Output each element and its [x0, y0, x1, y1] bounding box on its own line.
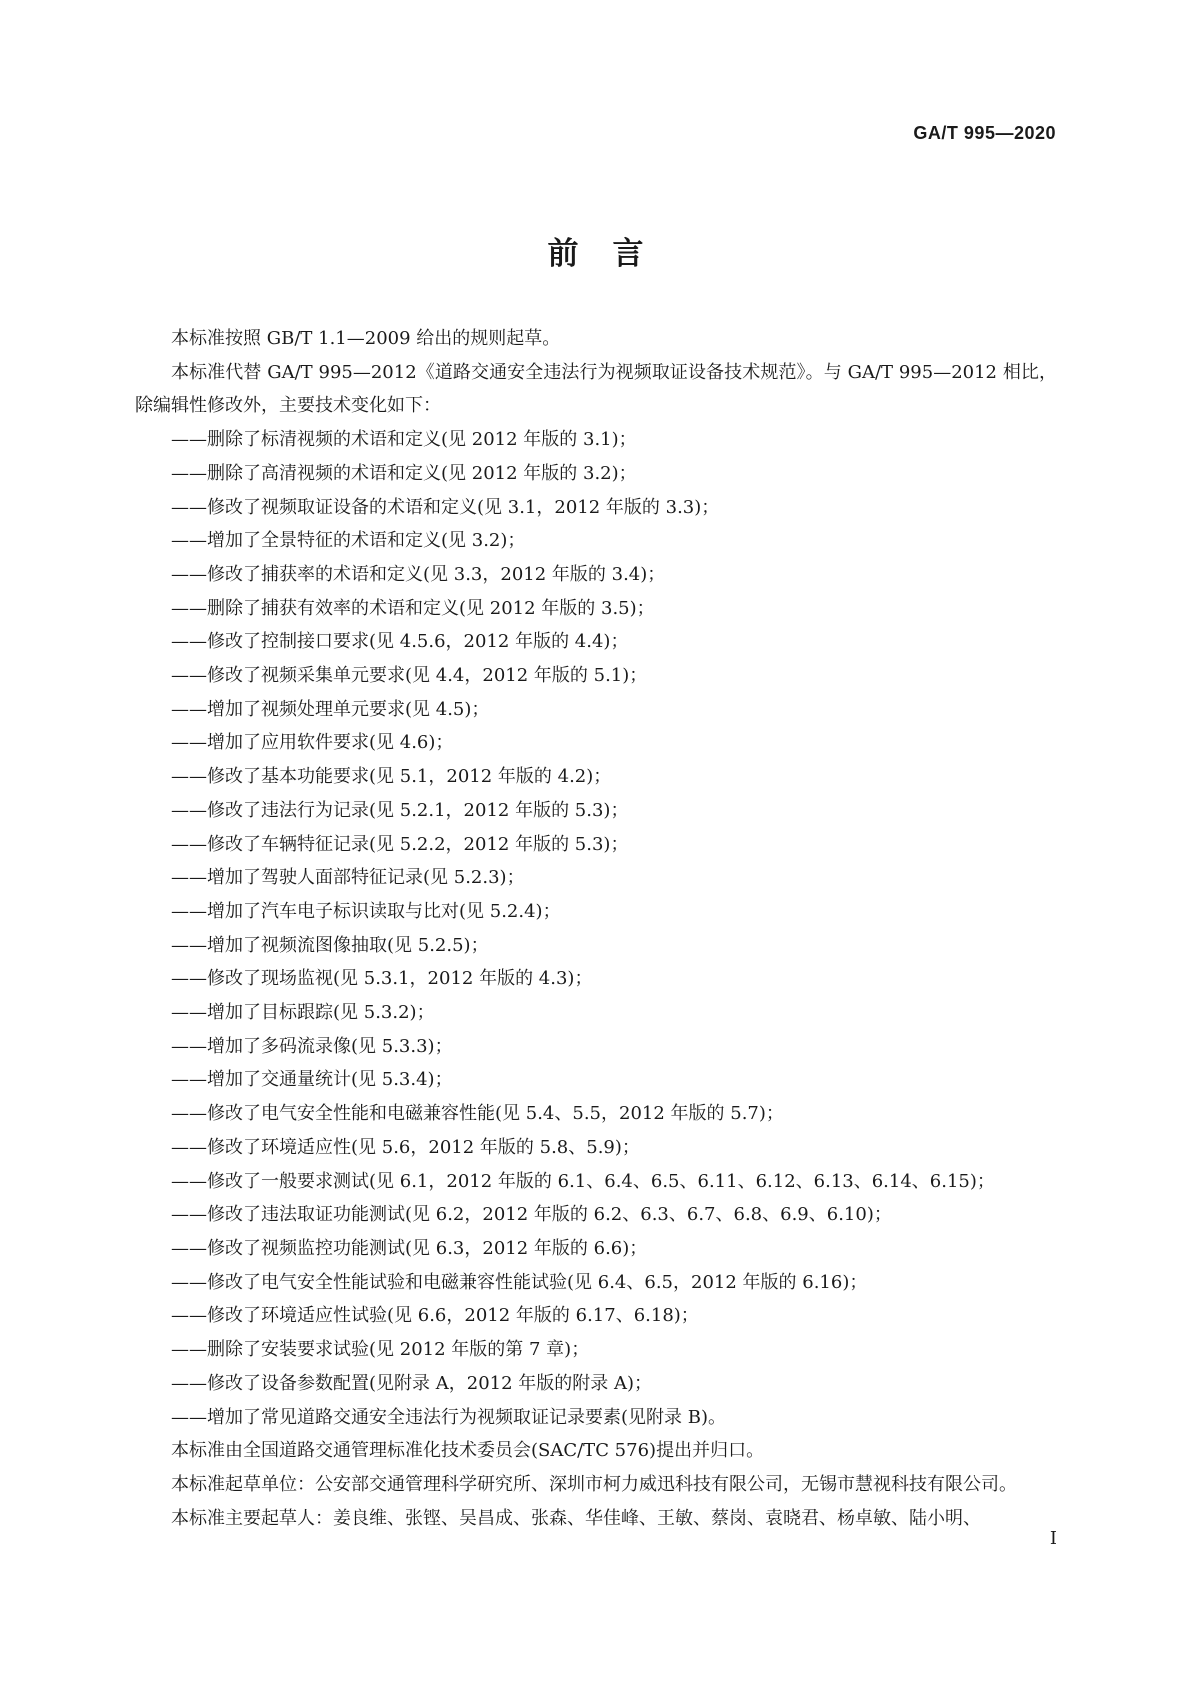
proposer-paragraph: 本标准由全国道路交通管理标准化技术委员会(SAC/TC 576)提出并归口。 [171, 1440, 765, 1462]
change-item: ——修改了电气安全性能和电磁兼容性能(见 5.4、5.5，2012 年版的 5.7)； [171, 1103, 784, 1125]
change-item: ——修改了视频监控功能测试(见 6.3，2012 年版的 6.6)； [171, 1237, 648, 1259]
change-item: ——修改了违法行为记录(见 5.2.1，2012 年版的 5.3)； [171, 799, 629, 821]
change-item: ——修改了设备参数配置(见附录 A，2012 年版的附录 A)； [171, 1372, 653, 1394]
change-item: ——增加了汽车电子标识读取与比对(见 5.2.4)； [171, 900, 561, 922]
change-item: ——删除了高清视频的术语和定义(见 2012 年版的 3.2)； [171, 462, 637, 484]
change-item: ——增加了全景特征的术语和定义(见 3.2)； [171, 530, 526, 552]
change-item: ——修改了基本功能要求(见 5.1，2012 年版的 4.2)； [171, 766, 612, 788]
change-item: ——修改了控制接口要求(见 4.5.6，2012 年版的 4.4)； [171, 631, 629, 653]
change-item: ——删除了捕获有效率的术语和定义(见 2012 年版的 3.5)； [171, 597, 655, 619]
foreword-body [135, 322, 1057, 1535]
change-item: ——修改了违法取证功能测试(见 6.2，2012 年版的 6.2、6.3、6.7、6.8、6.9、6.10)； [171, 1204, 892, 1226]
change-item: ——删除了安装要求试验(见 2012 年版的第 7 章)； [171, 1339, 590, 1361]
change-item: ——修改了车辆特征记录(见 5.2.2，2012 年版的 5.3)； [171, 833, 629, 855]
page-title: 前言 [547, 236, 678, 272]
change-item: ——修改了视频取证设备的术语和定义(见 3.1，2012 年版的 3.3)； [171, 496, 720, 518]
change-item: ——修改了电气安全性能试验和电磁兼容性能试验(见 6.4、6.5，2012 年版的 6.16)； [171, 1271, 868, 1293]
standard-code: GA/T 995—2020 [913, 123, 1056, 143]
change-item: ——修改了环境适应性试验(见 6.6，2012 年版的 6.17、6.18)； [171, 1305, 699, 1327]
change-item: ——修改了现场监视(见 5.3.1，2012 年版的 4.3)； [171, 968, 593, 990]
change-item: ——删除了标清视频的术语和定义(见 2012 年版的 3.1)； [171, 429, 637, 451]
change-item: ——修改了环境适应性(见 5.6，2012 年版的 5.8、5.9)； [171, 1136, 640, 1158]
change-item: ——修改了捕获率的术语和定义(见 3.3，2012 年版的 3.4)； [171, 563, 666, 585]
change-item: ——增加了驾驶人面部特征记录(见 5.2.3)； [171, 867, 525, 889]
drafters-paragraph: 本标准主要起草人：姜良维、张铿、吴昌成、张森、华佳峰、王敏、蔡岗、袁晓君、杨卓敏、陆小明、 [171, 1507, 981, 1529]
change-item: ——增加了视频处理单元要求(见 4.5)； [171, 698, 490, 720]
change-item: ——增加了目标跟踪(见 5.3.2)； [171, 1002, 435, 1024]
change-item: ——增加了交通量统计(见 5.3.4)； [171, 1069, 453, 1091]
change-item: ——增加了多码流录像(见 5.3.3)； [171, 1035, 453, 1057]
change-item: ——增加了常见道路交通安全违法行为视频取证记录要素(见附录 B)。 [171, 1406, 726, 1428]
change-list [135, 423, 1057, 1434]
intro-paragraph: 本标准按照 GB/T 1.1—2009 给出的规则起草。 [171, 328, 561, 349]
change-item: ——增加了应用软件要求(见 4.6)； [171, 732, 454, 754]
drafting-units-paragraph: 本标准起草单位：公安部交通管理科学研究所、深圳市柯力威迅科技有限公司，无锡市慧视科技有限公司。 [171, 1473, 1017, 1495]
change-item: ——修改了视频采集单元要求(见 4.4，2012 年版的 5.1)； [171, 665, 648, 687]
change-item: ——修改了一般要求测试(见 6.1，2012 年版的 6.1、6.4、6.5、6.11、6.12、6.13、6.14、6.15)； [171, 1170, 995, 1192]
change-item: ——增加了视频流图像抽取(见 5.2.5)； [171, 934, 489, 956]
page-number: I [1049, 1528, 1057, 1549]
intro-paragraph: 本标准代替 GA/T 995—2012《道路交通安全违法行为视频取证设备技术规范》。与 GA/T 995—2012 相比，除编辑性修改外，主要技术变化如下： [135, 361, 1057, 417]
